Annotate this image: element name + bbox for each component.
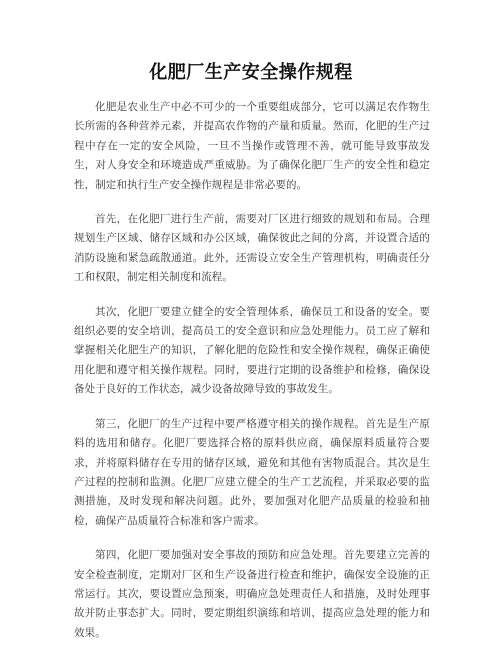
document-title: 化肥厂生产安全操作规程: [149, 62, 353, 83]
paragraph-safety-management: 其次，化肥厂要建立健全的安全管理体系，确保员工和设备的安全。要组织必要的安全培训，提高员工的安全意识和应急处理能力。员工应了解和掌握相关化肥生产的知识，了解化肥的危险性和安全操作规程，确保正确使用化肥和遵守相关操作规程。同时，要进行定期的设备维护和检修，确保设备处于良好的工作状态，减少设备故障导致的事故发生。: [74, 305, 430, 396]
paragraph-accident-prevention: 第四，化肥厂要加强对安全事故的预防和应急处理。首先要建立完善的安全检查制度，定期对厂区和生产设备进行检查和维护，确保安全设施的正常运行。其次，要设置应急预案，明确应急处理责任人和措施，及时处理事故并防止事态扩大。同时，要定期组织演练和培训，提高应急处理的能力和效果。: [74, 549, 430, 639]
paragraph-intro: 化肥是农业生产中必不可少的一个重要组成部分，它可以满足农作物生长所需的各种营养元素，并提高农作物的产量和质量。然而，化肥的生产过程中存在一定的安全风险，一旦不当操作或管理不善，就可能导致事故发生，对人身安全和环境造成严重威胁。为了确保化肥厂生产的安全性和稳定性，制定和执行生产安全操作规程是非常必要的。: [74, 101, 430, 191]
paragraph-operating-procedures: 第三，化肥厂的生产过程中要严格遵守相关的操作规程。首先是生产原料的选用和储存。化肥厂要选择合格的原料供应商，确保原料质量符合要求，并将原料储存在专用的储存区域，避免和其他有害物质混合。其次是生产过程的控制和监测。化肥厂应建立健全的生产工艺流程，并采取必要的监测措施，及时发现和解决问题。此外，要加强对化肥产品质量的检验和抽检，确保产品质量符合标准和客户需求。: [74, 417, 430, 527]
document-body: [74, 98, 430, 658]
paragraph-planning: 首先，在化肥厂进行生产前，需要对厂区进行细致的规划和布局。合理规划生产区域、储存区域和办公区域，确保彼此之间的分离，并设置合适的消防设施和紧急疏散通道。此外，还需设立安全生产管理机构，明确责任分工和权限，制定相关制度和流程。: [74, 213, 430, 284]
